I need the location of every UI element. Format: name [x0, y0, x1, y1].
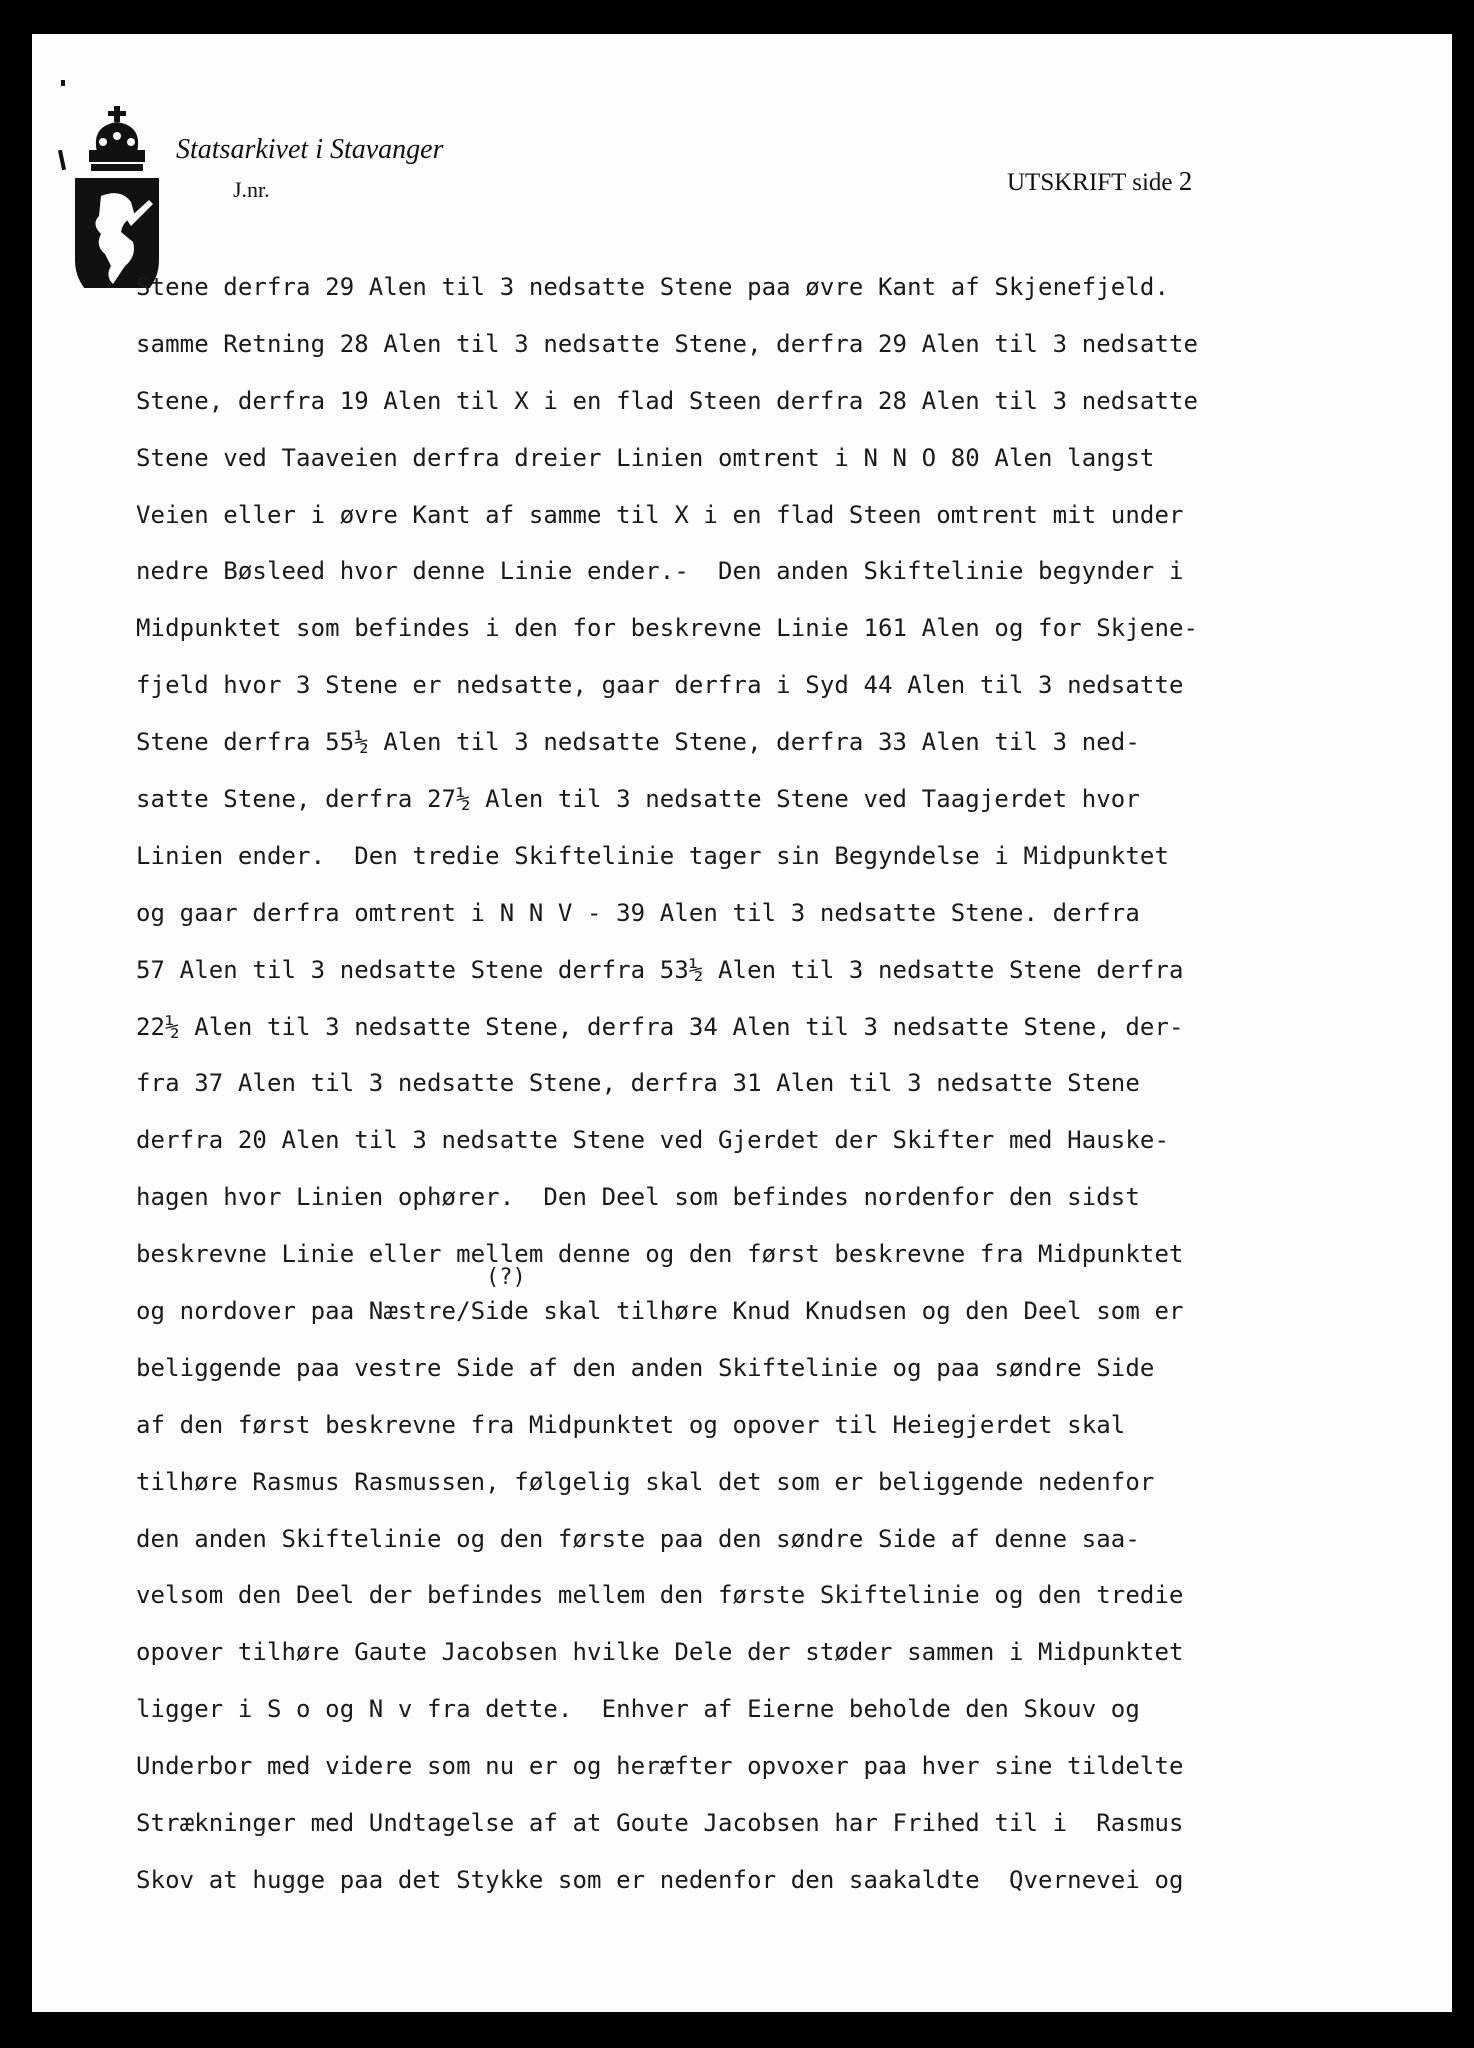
text-line: derfra 20 Alen til 3 nedsatte Stene ved Gjerdet der Skifter med Hauske-	[136, 1126, 1169, 1155]
text-line: 22½ Alen til 3 nedsatte Stene, derfra 34 Alen til 3 nedsatte Stene, der-	[136, 1012, 1184, 1041]
transcript-page-label	[1007, 166, 1192, 197]
text-line: nedre Bøsleed hvor denne Linie ender.- Den anden Skiftelinie begynder i	[136, 557, 1184, 586]
transcript-body	[136, 259, 1446, 1909]
text-line: Veien eller i øvre Kant af samme til X i en flad Steen omtrent mit under	[136, 500, 1184, 529]
text-line: ligger i S o og N v fra dette. Enhver af Eierne beholde den Skouv og	[136, 1695, 1140, 1724]
text-line: af den først beskrevne fra Midpunktet og opover til Heiegjerdet skal	[136, 1410, 1126, 1439]
text-line: fjeld hvor 3 Stene er nedsatte, gaar derfra i Syd 44 Alen til 3 nedsatte	[136, 671, 1184, 700]
crown-icon	[89, 106, 145, 171]
journal-number-label: J.nr.	[233, 177, 270, 202]
text-line: den anden Skiftelinie og den første paa den søndre Side af denne saa-	[136, 1524, 1140, 1553]
text-line: Stene derfra 29 Alen til 3 nedsatte Stene paa øvre Kant af Skjenefjeld.	[136, 273, 1169, 301]
text-line: hagen hvor Linien ophører. Den Deel som befindes nordenfor den sidst	[136, 1183, 1140, 1212]
text-line: Linien ender. Den tredie Skiftelinie tager sin Begyndelse i Midpunktet	[136, 841, 1169, 870]
page-number: 2	[1178, 166, 1193, 196]
text-line: opover tilhøre Gaute Jacobsen hvilke Dele der støder sammen i Midpunktet	[136, 1638, 1184, 1667]
text-line: 57 Alen til 3 nedsatte Stene derfra 53½ Alen til 3 nedsatte Stene derfra	[136, 955, 1184, 984]
text-line: fra 37 Alen til 3 nedsatte Stene, derfra 31 Alen til 3 nedsatte Stene	[136, 1069, 1140, 1098]
text-line: Midpunktet som befindes i den for beskrevne Linie 161 Alen og for Skjene-	[136, 614, 1199, 643]
text-line: og gaar derfra omtrent i N N V - 39 Alen til 3 nedsatte Stene. derfra	[136, 898, 1140, 927]
text-line: Stene ved Taaveien derfra dreier Linien omtrent i N N O 80 Alen langst	[136, 443, 1155, 472]
text-line: og nordover paa Næstre/Side skal tilhøre Knud Knudsen og den Deel som er	[136, 1297, 1184, 1326]
text-line: Stene derfra 55½ Alen til 3 nedsatte Stene, derfra 33 Alen til 3 ned-	[136, 728, 1140, 757]
coat-of-arms-emblem	[61, 70, 173, 288]
text-line: velsom den Deel der befindes mellem den første Skiftelinie og den tredie	[136, 1581, 1184, 1610]
transcript-label: UTSKRIFT side	[1007, 169, 1173, 196]
institution-name: Statsarkivet i Stavanger	[176, 134, 444, 165]
text-line: satte Stene, derfra 27½ Alen til 3 nedsatte Stene ved Taagjerdet hvor	[136, 785, 1140, 814]
text-line: beskrevne Linie eller mellem denne og den først beskrevne fra Midpunktet	[136, 1240, 1184, 1269]
uncertain-reading-annotation: (?)	[486, 1265, 526, 1290]
text-line: beliggende paa vestre Side af den anden Skiftelinie og paa søndre Side	[136, 1353, 1155, 1382]
text-line: Stene, derfra 19 Alen til X i en flad Steen derfra 28 Alen til 3 nedsatte	[136, 386, 1199, 415]
text-line: Strækninger med Undtagelse af at Goute Jacobsen har Frihed til i Rasmus	[136, 1809, 1184, 1838]
text-line: samme Retning 28 Alen til 3 nedsatte Stene, derfra 29 Alen til 3 nedsatte	[136, 329, 1199, 358]
text-line: Skov at hugge paa det Stykke som er nedenfor den saakaldte Qvernevei og	[136, 1865, 1184, 1894]
text-line: tilhøre Rasmus Rasmussen, følgelig skal det som er beliggende nedenfor	[136, 1467, 1155, 1496]
text-line: Underbor med videre som nu er og heræfter opvoxer paa hver sine tildelte	[136, 1752, 1184, 1781]
